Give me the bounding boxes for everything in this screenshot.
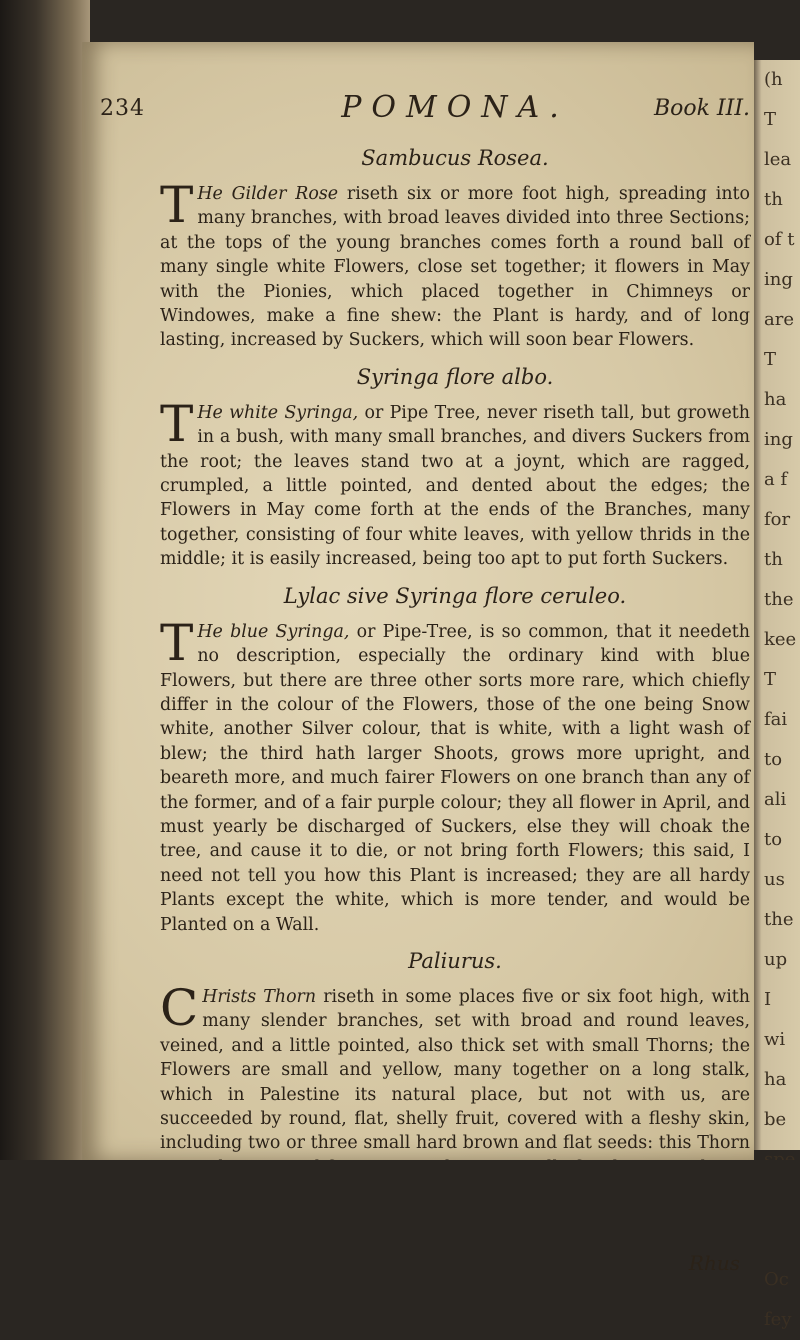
lead-words: He Gilder Rose [197, 184, 339, 204]
facing-page-fragment: the [764, 909, 794, 930]
section-paragraph [160, 394, 750, 572]
book-reference: Book III. [653, 96, 750, 121]
facing-page-fragment: up [764, 949, 788, 970]
facing-page-fragment: ing [764, 429, 793, 450]
facing-page-fragment: us [764, 869, 785, 890]
paragraph-text: or Pipe Tree, never riseth tall, but groweth in a bush, with many small branches, and divers Suckers from the root; the leaves stand two at a joynt, which are ragged, crumpled, a little pointed, and dented about the edges; the Flowers in May come forth at the ends of the Branches, many together, consisting of four white leaves, with yellow thrids in the middle; it is easily increased, being too apt to put forth Suckers. [160, 402, 750, 570]
paragraph-text: riseth six or more foot high, spreading into many branches, with broad leaves divided into three Sections; at the tops of the young branches comes forth a round ball of many single white Flowers, close set together; it flowers in May with the Pionies, which placed together in Chimneys or Windowes, make a fine shew: the Plant is hardy, and of long lasting, increased by Suckers, which will soon bear Flowers. [160, 184, 750, 351]
running-title: POMONA. [341, 90, 569, 125]
facing-page-fragment: T [764, 669, 777, 690]
paragraph-text: or Pipe-Tree, is so common, that it needeth no description, especially the ordinary kind with blue Flowers, but there are three other sorts more rare, which chiefly differ in the colour of the Flowers, those of the one being Snow white, another Silver colour, that is white, with a light wash of blew; the third hath larger Shoots, grows more upright, and beareth more, and much fairer Flowers on one branch than any of the former, and of a fair purple colour; they all flower in April, and must yearly be discharged of Suckers, else they will choak the tree, and cause it to die, or not bring forth Flowers; this said, I need not tell you how this Plant is increased; they are all hardy Plants except the white, which is more tender, and would be Planted on a Wall. [160, 621, 750, 935]
scan-bottom-edge [0, 1160, 800, 1246]
lead-words: He blue Syringa, [197, 621, 350, 642]
facing-page-fragment: (h [764, 69, 783, 90]
section-syringa-flore-albo [160, 365, 750, 572]
facing-page-fragment: to [764, 749, 783, 770]
facing-page-fragment: th [764, 549, 783, 570]
facing-page-fragment: kee [764, 629, 797, 650]
paragraph-text: riseth in some places five or six foot high, with many slender branches, set with broad and round leaves, veined, and a little pointed, also thick set with small Thorns; the Flowers are small and yellow, many together on a long stalk, which in Palestine its natural place, but not with us, are succeeded by round, flat, shelly fruit, covered with a fleshy skin, including two or three small hard brown and flat seeds: this Thorn [160, 986, 750, 1154]
section-title: Syringa flore albo. [356, 364, 554, 389]
drop-cap: T [160, 394, 194, 453]
section-title: Sambucus Rosea. [361, 146, 549, 170]
drop-cap: C [160, 978, 199, 1037]
facing-page-fragment: be [764, 1109, 787, 1130]
facing-page-fragment: a f [764, 469, 788, 490]
section-paragraph [160, 176, 750, 353]
drop-cap: T [160, 613, 194, 672]
section-paragraph [160, 613, 750, 937]
facing-page-fragment: to [764, 829, 783, 850]
facing-page-fragment: T [764, 109, 777, 130]
facing-page-fragment: ing [764, 269, 793, 290]
section-title: Lylac sive Syringa flore ceruleo. [283, 583, 627, 608]
lead-words: He white Syringa, [197, 402, 359, 423]
page-number: 234 [100, 96, 145, 121]
facing-page-fragment: lea [764, 149, 792, 170]
facing-page-fragment: fai [764, 709, 788, 730]
drop-cap: T [160, 176, 194, 234]
page-header [100, 90, 750, 134]
book-gutter [0, 0, 90, 1246]
facing-page-fragment: th [764, 189, 783, 210]
facing-page-fragment: T [764, 349, 777, 370]
facing-page-fragment: the [764, 589, 794, 610]
facing-page-edge [752, 60, 800, 1330]
facing-page-fragment: of t [764, 229, 795, 250]
lead-words: Hrists Thorn [202, 986, 317, 1007]
facing-page-fragment: I [764, 989, 772, 1010]
facing-page-fragment: for [764, 509, 791, 530]
book-page [82, 42, 754, 1276]
section-lylac [160, 584, 750, 937]
facing-page-fragment: Oc [764, 1269, 789, 1290]
facing-page-fragment: ha [764, 1069, 787, 1090]
section-title: Paliurus. [408, 948, 502, 973]
catchword: Rhus [688, 1251, 740, 1276]
facing-page-fragment: wi [764, 1029, 786, 1050]
facing-page-text [764, 60, 800, 1340]
page-content [100, 90, 750, 1276]
facing-page-fragment: fey [764, 1309, 792, 1330]
facing-page-fragment: ali [764, 789, 787, 810]
facing-page-fragment: are [764, 309, 794, 330]
section-sambucus-rosea [160, 146, 750, 353]
facing-page-fragment: ha [764, 389, 787, 410]
